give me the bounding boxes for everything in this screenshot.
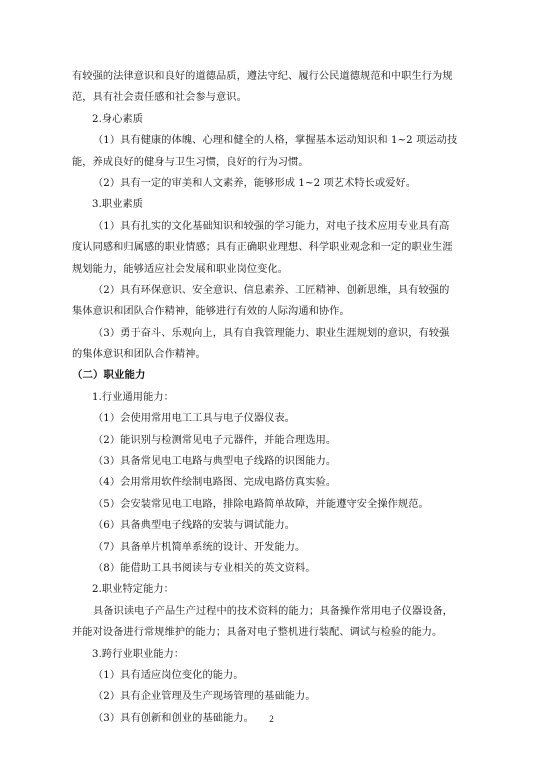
- list-item: （6）具备典型电子线路的安装与调试能力。: [93, 520, 296, 532]
- paragraph-line: （1）具有健康的体魄、心理和健全的人格，掌握基本运动知识和 1~2 项运动技: [93, 135, 458, 147]
- list-item: （4）会用常用软件绘制电路图、完成电路仿真实验。: [93, 477, 337, 489]
- section-subheading: 1.行业通用能力：: [92, 391, 174, 403]
- paragraph-line: 集体意识和团队合作精神，能够进行有效的人际沟通和协作。: [72, 306, 350, 318]
- list-item: （1）具有适应岗位变化的能力。: [93, 669, 244, 681]
- list-item: （3）具备常见电工电路与典型电子线路的识图能力。: [93, 456, 337, 468]
- paragraph-line: 有较强的法律意识和良好的道德品质，遵法守纪、履行公民道德规范和中职生行为规: [72, 71, 453, 82]
- paragraph-line: 能，养成良好的健身与卫生习惯，良好的行为习惯。: [72, 156, 309, 168]
- paragraph-line: （2）具有环保意识、安全意识、信息素养、工匠精神、创新思维，具有较强的: [93, 284, 450, 296]
- section-subheading: 2.职业特定能力：: [92, 584, 174, 596]
- list-item: （2）能识别与检测常见电子元器件，并能合理选用。: [93, 434, 337, 446]
- paragraph-line: 并能对设备进行常规维护的能力；具备对电子整机进行装配、调试与检验的能力。: [72, 627, 443, 639]
- paragraph-line: （1）具有扎实的文化基础知识和较强的学习能力，对电子技术应用专业具有高: [93, 220, 450, 232]
- page-number: 2: [269, 714, 274, 724]
- paragraph-line: （3）勇于奋斗、乐观向上，具有自我管理能力、职业生涯规划的意识，有较强: [93, 327, 450, 339]
- paragraph-line: 规划能力，能够适应社会发展和职业岗位变化。: [72, 263, 289, 275]
- paragraph-line: 范，具有社会责任感和社会参与意识。: [72, 92, 247, 104]
- paragraph-line: （2）具有一定的审美和人文素养，能够形成 1~2 项艺术特长或爱好。: [93, 177, 417, 189]
- section-heading: （二）职业能力: [72, 369, 146, 382]
- list-item: （7）具备单片机简单系统的设计、开发能力。: [93, 541, 306, 553]
- document-body: [72, 66, 472, 729]
- paragraph-line: 具备识读电子产品生产过程中的技术资料的能力；具备操作常用电子仪器设备，: [93, 605, 454, 617]
- section-subheading: 2.身心素质: [92, 113, 144, 125]
- list-item: （8）能借助工具书阅读与专业相关的英文资料。: [93, 562, 316, 574]
- section-subheading: 3.职业素质: [92, 199, 144, 211]
- list-item: （1）会使用常用电工工具与电子仪器仪表。: [93, 413, 296, 425]
- paragraph-line: 度认同感和归属感的职业情感；具有正确职业理想、科学职业观念和一定的职业生涯: [72, 242, 453, 254]
- paragraph-line: 的集体意识和团队合作精神。: [72, 349, 206, 361]
- list-item: （3）具有创新和创业的基础能力。: [93, 712, 254, 724]
- section-subheading: 3.跨行业职业能力：: [92, 648, 185, 660]
- list-item: （2）具有企业管理及生产现场管理的基础能力。: [93, 691, 316, 703]
- list-item: （5）会安装常见电工电路，排除电路简单故障，并能遵守安全操作规范。: [93, 498, 429, 510]
